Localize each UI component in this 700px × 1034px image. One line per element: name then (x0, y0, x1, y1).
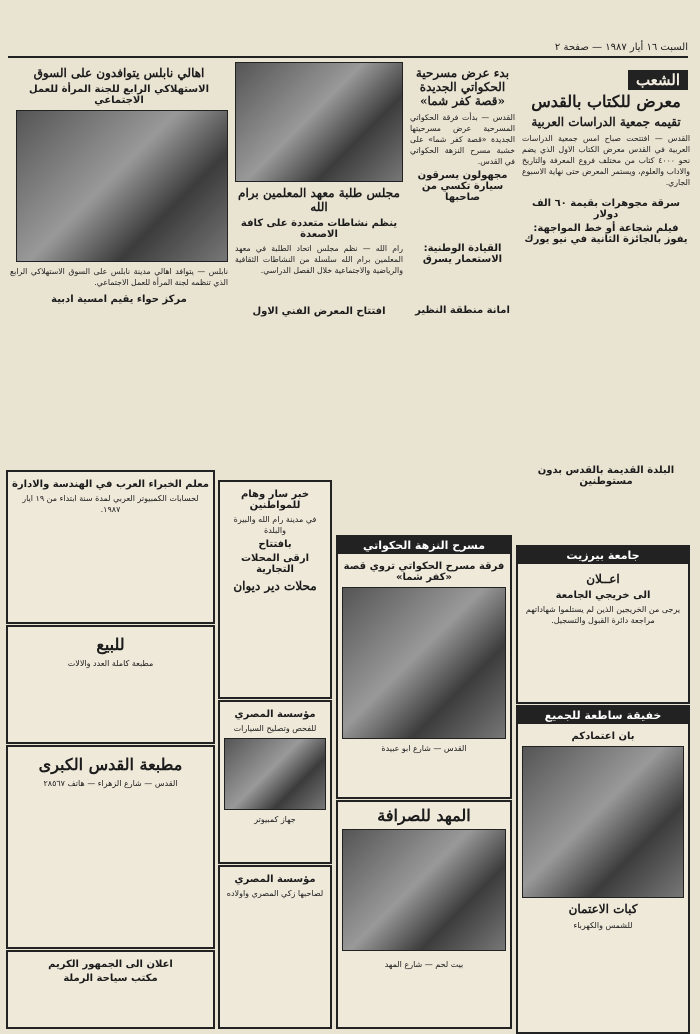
press-ad-body: القدس — شارع الزهراء — هاتف ٢٨٥٦٧ (43, 779, 178, 788)
computer-ad-title: معلم الخبراء العرب في الهندسة والادارة (11, 479, 209, 490)
small-headline-6: مركز حواء يقيم امسية ادبية (51, 294, 187, 305)
theatre-headline: بدء عرض مسرحية الحكواتي الجديدة «قصة كفر شما» (415, 66, 510, 108)
small-headline-5: سرقة مجوهرات بقيمة ٦٠ الف دولار (531, 198, 680, 220)
header-date: السبت ١٦ أيار ١٩٨٧ — صفحة ٢ (554, 41, 688, 53)
small-headline-3: امانة منطقة النظير (415, 305, 510, 316)
nablus-subhead: الاستهلاكي الرابع للجنة المرأة للعمل الاجتماعي (29, 84, 209, 106)
hakawati-ad-title: مسرح النزهة الحكواتي (338, 537, 510, 554)
masri-1-image (224, 738, 326, 810)
small-headline-2: البلدة القديمة بالقدس بدون مستوطنين (537, 465, 675, 487)
theatre-body: القدس — بدأت فرقة الحكواتي المسرحية عرض مسرحيتها الجديدة «قصة كفر شما» على خشبة مسرح النزهة الحكواتي في القدس. (410, 113, 515, 166)
hakawati-ad (336, 535, 512, 799)
shops-ad-title: خبر سار وهام للمواطنين (240, 489, 310, 511)
press-ad (6, 745, 215, 949)
battery-ad-title: خفيقة ساطعة للجميع (518, 707, 688, 724)
masri-1-body: للفحص وتصليح السيارات (233, 724, 317, 733)
birzeit-ad-subtitle: اعــلان (586, 572, 620, 586)
battery-photo (522, 746, 684, 898)
shops-ad-brand: محلات دير ديوان (233, 579, 317, 593)
small-headline-1: القيادة الوطنية: الاستعمار يسرق (422, 243, 503, 265)
shops-ad-footer: ارقى المحلات التجارية (240, 553, 310, 575)
students-photo (235, 62, 403, 182)
photo-caption-subhead: ينظم نشاطات متعددة على كافة الاصعدة (240, 218, 398, 240)
missing-headline: مجهولون يسرقون سيارة تكسي من صاحبها (417, 170, 508, 203)
lead-body: القدس — افتتحت صباح امس جمعية الدراسات العربية في القدس معرض الكتاب الاول الذي يضم نحو ٤٠٠٠ كتاب من مختلف فروع المعرفة والتاريخ والاداب والعلوم، ويستمر المعرض حتى نهاية الاسبوع الجاري. (522, 134, 690, 187)
hakawati-ad-footer: القدس — شارع ابو عبيدة (381, 744, 467, 753)
printing-sale-body: مطبعة كاملة العدد والالات (67, 659, 154, 668)
footer-note-2: مكتب سياحة الرملة (63, 973, 158, 984)
lead-headline: معرض للكتاب بالقدس (531, 92, 681, 111)
shops-ad-subtitle: بافتتاح (258, 539, 292, 550)
bank-ad-title: المهد للصرافة (377, 806, 471, 825)
photo-caption-headline: مجلس طلبة معهد المعلمين برام الله (238, 186, 400, 214)
computer-ad (6, 470, 215, 624)
masri-ad-1 (218, 700, 332, 864)
bank-ad-body: بيت لحم — شارع المهد (384, 960, 464, 969)
photo-caption-body: رام الله — نظم مجلس اتحاد الطلبة في معهد المعلمين برام الله سلسلة من النشاطات الثقافية والرياضية والاجتماعية خلال الفصل الدراسي. (235, 244, 403, 275)
masri-2-title: مؤسسة المصري (234, 874, 316, 885)
birzeit-ad-heading: الى خريجي الجامعة (555, 590, 651, 601)
birzeit-ad (516, 545, 690, 704)
battery-ad-footer: كبات الاعتمان (568, 902, 638, 916)
printing-sale-ad (6, 625, 215, 744)
masri-1-title: مؤسسة المصري (234, 709, 316, 720)
masri-2-body: لصاحبها زكي المصري واولاده (226, 889, 324, 898)
lead-column (522, 62, 690, 517)
hakawati-ad-body: فرقة مسرح الحكواتي تروي قصة «كفر شما» (343, 561, 505, 583)
birzeit-ad-title: جامعة بيرزيت (518, 547, 688, 564)
computer-ad-body: لحسابات الكمبيوتر العربي لمدة سنة ابتداء من ١٩ ايار ١٩٨٧. (22, 494, 199, 514)
page-header (8, 38, 688, 58)
nablus-body: نابلس — يتوافد اهالي مدينة نابلس على السوق الاستهلاكي الرابع الذي تنظمه لجنة المرأة للعمل الاجتماعي. (10, 267, 228, 287)
paper-logo: الشعب (628, 70, 688, 90)
masri-ad-2 (218, 865, 332, 1029)
nablus-column (10, 62, 228, 392)
bank-ad (336, 800, 512, 1029)
nablus-photo (16, 110, 228, 262)
footer-notes (6, 950, 215, 1029)
press-ad-title: مطبعة القدس الكبرى (38, 755, 183, 774)
printing-sale-title: للبيع (96, 635, 125, 654)
small-headline-4: فيلم شجاعة أو خط المواجهة: يفوز بالجائزة الثانية في نيو يورك (524, 223, 688, 245)
battery-ad-subtitle: بان اعتمادكم (571, 731, 635, 742)
masri-1-extra: جهاز كمبيوتر (254, 815, 296, 824)
exhibition-headline: افتتاح المعرض الفني الاول (252, 306, 386, 317)
shops-ad (218, 480, 332, 699)
battery-ad (516, 705, 690, 1034)
birzeit-ad-body: يرجى من الخريجين الذين لم يستلموا شهاداتهم مراجعة دائرة القبول والتسجيل. (525, 605, 681, 625)
footer-note-1: اعلان الى الجمهور الكريم (48, 959, 173, 970)
lead-subhead: تقيمه جمعية الدراسات العربية (531, 115, 681, 129)
theatre-column (410, 62, 515, 582)
banknote-image (342, 829, 506, 951)
nablus-headline: اهالي نابلس يتوافدون على السوق (33, 66, 205, 80)
battery-ad-extra: للشمس والكهرباء (573, 921, 633, 930)
shops-ad-body: في مدينة رام الله والبيرة والبلدة (233, 515, 317, 535)
hakawati-ad-illustration (342, 587, 506, 739)
